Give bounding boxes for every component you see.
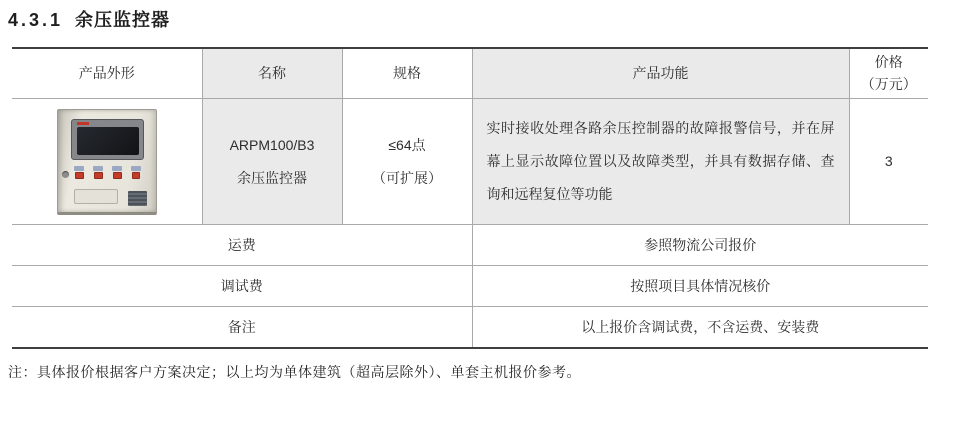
device-button-row <box>74 166 141 179</box>
device-vent-grille <box>128 191 147 206</box>
price-header-line1: 价格 <box>874 53 903 70</box>
spec-line2: （可扩展） <box>372 169 442 186</box>
col-header-price <box>849 48 928 99</box>
price-header-line2: （万元） <box>860 75 917 92</box>
spec-line1: ≤64点 <box>388 136 426 153</box>
device-screen-bezel <box>71 119 144 161</box>
product-name-cell <box>202 99 342 225</box>
remark-row <box>12 307 928 349</box>
indicator-button <box>74 166 84 179</box>
device-cabinet <box>57 109 157 215</box>
product-price-table <box>12 47 928 349</box>
fee-value: 按照项目具体情况核价 <box>472 266 928 307</box>
footnote: 注：具体报价根据客户方案决定；以上均为单体建筑（超高层除外）、单套主机报价参考。 <box>8 364 581 380</box>
product-spec-cell <box>342 99 472 225</box>
indicator-button <box>93 166 103 179</box>
product-photo <box>57 109 157 215</box>
shipping-fee-row <box>12 225 928 266</box>
indicator-button <box>131 166 141 179</box>
col-header-function: 产品功能 <box>472 48 849 99</box>
col-header-name: 名称 <box>202 48 342 99</box>
col-header-appearance: 产品外形 <box>12 48 202 99</box>
product-photo-cell <box>12 99 202 225</box>
product-row <box>12 99 928 225</box>
remark-label: 备注 <box>227 319 256 335</box>
product-name: 余压监控器 <box>237 169 307 186</box>
section-title-text: 余压监控器 <box>75 10 171 30</box>
remark-value: 以上报价含调试费，不含运费、安装费 <box>472 307 928 349</box>
brand-logo-mark <box>77 122 88 126</box>
product-price-cell: 3 <box>849 99 928 225</box>
section-number: 4.3.1 <box>8 10 64 30</box>
product-model: ARPM100/B3 <box>229 136 315 153</box>
device-screen <box>77 127 139 156</box>
section-title <box>8 6 170 32</box>
fee-value: 参照物流公司报价 <box>472 225 928 266</box>
fee-label: 运费 <box>12 225 472 266</box>
col-header-spec: 规格 <box>342 48 472 99</box>
lock-keyhole-icon <box>62 171 69 178</box>
debug-fee-row <box>12 266 928 307</box>
indicator-button <box>112 166 122 179</box>
table-header-row <box>12 48 928 99</box>
device-slot <box>74 189 117 204</box>
fee-label: 调试费 <box>12 266 472 307</box>
product-function-cell: 实时接收处理各路余压控制器的故障报警信号，并在屏幕上显示故障位置以及故障类型，并具有数据存储、查询和远程复位等功能 <box>472 99 849 225</box>
